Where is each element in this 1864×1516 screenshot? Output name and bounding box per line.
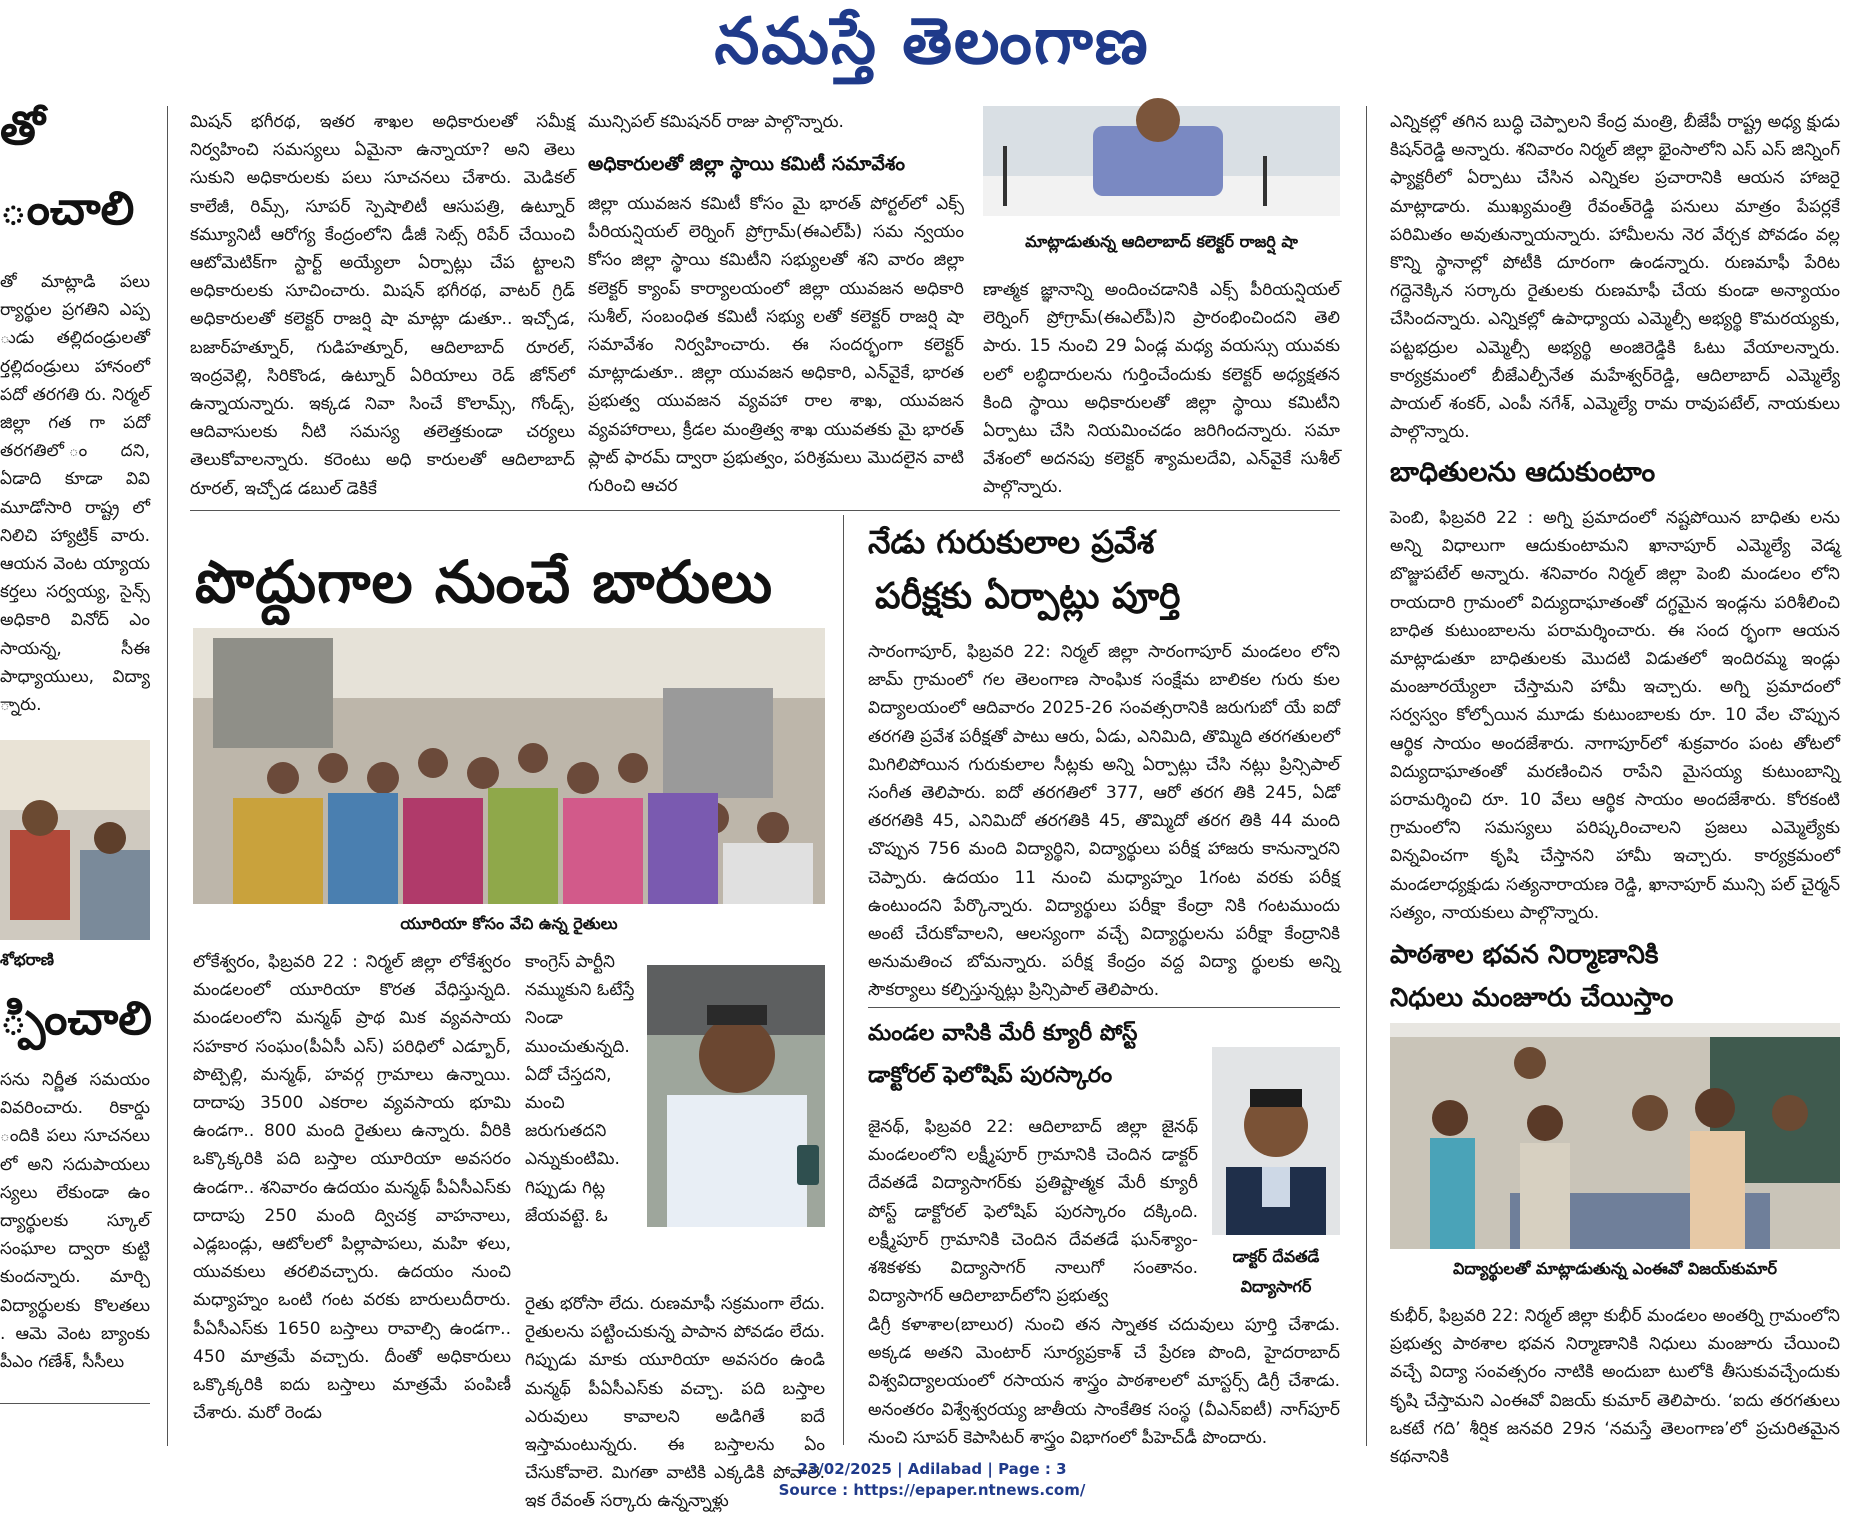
page-footer-source: Source : https://epaper.ntnews.com/ bbox=[778, 1481, 1086, 1499]
scientist-portrait-photo bbox=[1212, 1047, 1340, 1235]
scientist-photo-caption-line1: డాక్టర్ దేవతడే bbox=[1232, 1247, 1320, 1266]
farmers-queue-photo-caption: యూరియా కోసం వేచి ఉన్న రైతులు bbox=[400, 914, 618, 933]
committee-meeting-body: జిల్లా యువజన కమిటీ కోసం మై భారత్ పోర్టల్‌లో ఎక్స్ పీరియన్షియల్ లెర్నింగ్ ప్రోగ్రామ్(ఈఎల్‌పీ) సమ న్వయం కోసం జిల్లా స్థాయి కమిటీని సభ్యులతో శని వారం జిల్లా కలెక్టర్ క్యాంప్ కార్యాలయంలో జిల్లా యువజన అధికారి సుశీల్, సంబంధిత కమిటీ సభ్యు లతో కలెక్టర్ రాజర్షి షా సమావేశం నిర్వహించారు. ఈ సందర్భంగా కలెక్టర్ మాట్లాడుతూ.. జిల్లా యువజన అధికారి, ఎన్‌వైకే, భారత ప్రభుత్వ యువజన వ్యవహా రాల శాఖ, యువజన వ్యవహారాలు, క్రీడల మంత్రిత్వ శాఖ యువతకు మై భారత్ ప్లాట్ ఫారమ్ ద్వారా ప్రభుత్వం, పరిశ్రమలు మొదలైన వాటి గురించి ఆచర bbox=[588, 194, 964, 497]
collector-photo-caption: మాట్లాడుతున్న ఆదిలాబాద్ కలెక్టర్ రాజర్షి షా bbox=[1025, 232, 1298, 251]
kishan-reddy-story-body: ఎన్నికల్లో తగిన బుద్ధి చెప్పాలని కేంద్ర మంత్రి, బీజేపీ రాష్ట్ర అధ్య క్షుడు కిషన్‌రెడ్డి అన్నారు. శనివారం నిర్మల్ జిల్లా భైంసాలోని ఎస్ ఎస్ జిన్నింగ్ ఫ్యాక్టరీలో ఏర్పాటు చేసిన ఎన్నికల ప్రచారానికి ఆయన హాజరై మాట్లాడారు. ముఖ్యమంత్రి రేవంత్‌రెడ్డి పనులు మాత్రం పేపర్లకే పరిమితం అవుతున్నాయన్నారు. హామీలను నెర వేర్చక పోవడం వల్ల కొన్ని స్థానాల్లో పోటీకి దూరంగా ఉండన్నారు. రుణమాఫీ పేరిట గద్దెనెక్కిన సర్కారు రైతులకు రుణమాఫీ చేయ కుండా అన్యాయం చేసిందన్నారు. ఎన్నికల్లో ఉపాధ్యాయ ఎమ్మెల్సీ అభ్యర్థి కొమరయ్యకు, పట్టభద్రుల ఎమ్మెల్సీ అభ్యర్థి అంజిరెడ్డికి ఓటు వేయాలన్నారు. కార్యక్రమంలో బీజేఎల్పీనేత మహేశ్వర్‌రెడ్డి, ఆదిలాబాద్ ఎమ్మెల్యే పాయల్ శంకర్, ఎంపీ నగేశ్, ఎమ్మెల్యే రామ రావుపటేల్, నాయకులు పాల్గొన్నారు. bbox=[1390, 112, 1840, 443]
committee-meeting-subhead: అధికారులతో జిల్లా స్థాయి కమిటీ సమావేశం bbox=[588, 153, 906, 175]
fire-victims-story-headline: బాధితులను ఆదుకుంటాం bbox=[1390, 457, 1656, 488]
school-story-headline-line2: నిధులు మంజూరు చేయిస్తాం bbox=[1390, 983, 1674, 1013]
left-fragment-photo-caption: శోభరాణి bbox=[0, 950, 54, 969]
students-meeting-photo bbox=[1390, 1023, 1840, 1249]
gurukul-story-headline-line1: నేడు గురుకులాల ప్రవేశ bbox=[868, 523, 1155, 561]
column-divider bbox=[167, 106, 168, 1446]
collector-story-lead: మున్సిపల్ కమిషనర్ రాజు పాల్గొన్నారు. bbox=[588, 112, 844, 132]
school-story-body: కుభీర్, ఫిబ్రవరి 22: నిర్మల్ జిల్లా కుభీర్ మండలం అంతర్ని గ్రామంలోని ప్రభుత్వ పాఠశాల భవన నిర్మాణానికి నిధులు మంజూరు చేయించి వచ్చే విద్యా సంవత్సరం నాటికి అందుబా టులోకి తీసుకువచ్చేందుకు కృషి చేస్తామని ఎంఈవో విజయ్ కుమార్ తెలిపారు. ‘ఐదు తరగతులు ఒకటే గది’ శీర్షిక జనవరి 29న ‘నమస్తే తెలంగాణ’లో ప్రచురితమైన కథనానికి bbox=[1390, 1306, 1840, 1468]
farmers-queue-photo bbox=[193, 628, 825, 904]
school-story-headline-line1: పాఠశాల భవన నిర్మాణానికి bbox=[1390, 940, 1659, 970]
fellowship-story-headline-line2: డాక్టోరల్ ఫెలోషిప్ పురస్కారం bbox=[868, 1063, 1113, 1088]
students-meeting-photo-caption: విద్యార్థులతో మాట్లాడుతున్న ఎంఈవో విజయ్‌కుమార్ bbox=[1453, 1259, 1777, 1278]
fellowship-story-body-continued: డిగ్రీ కళాశాల(బాలుర) నుంచి తన స్నాతక చదువులు పూర్తి చేశాడు. అక్కడ అతని మెంటార్ సూర్యప్రకాశ్ చే ప్రేరణ పొంది, హైదరాబాద్ విశ్వవిద్యాలయంలో రసాయన శాస్త్రం పాఠశాలలో మాస్టర్స్ డిగ్రీ చేశాడు. అనంతరం విశ్వేశ్వరయ్య జాతీయ సాంకేతిక సంస్థ (వీఎన్‌ఐటీ) నాగ్‌పూర్ నుంచి సూపర్ కెపాసిటర్ శాస్త్రం విభాగంలో పీహెచ్‌డీ పొందారు. bbox=[868, 1315, 1340, 1448]
farmer-quote-narrow: కాంగ్రెస్ పార్టీని నమ్ముకుని ఓటేస్తే నిండా ముంచుతున్నది. ఏదో చేస్తదని, మంచి జరుగుతదని ఎన్నుకుంటిమి. గిప్పుడు గిట్ల జేయవట్టె. ఓ bbox=[525, 952, 635, 1226]
gurukul-story-headline-line2: పరీక్షకు ఏర్పాట్లు పూర్తి bbox=[875, 576, 1181, 617]
left-fragment-headline: తో bbox=[0, 101, 45, 155]
farmer-quote-continued: రైతు భరోసా లేదు. రుణమాఫీ సక్రమంగా లేదు. రైతులను పట్టించుకున్న పాపాన పోవడం లేదు. గిప్పుడు మాకు యూరియా అవసరం ఉండి మన్మథ్ పీఏసీఎస్‌కు వచ్చా. పది బస్తాల ఎరువులు కావాలని అడిగితే ఐదే ఇస్తామంటున్నరు. ఈ బస్తాలను ఏం చేసుకోవాలె. మిగతా వాటికి ఎక్కడికి పోవాలె. ఇక రేవంత్ సర్కారు ఉన్నన్నాళ్లు bbox=[525, 1294, 825, 1512]
column-divider bbox=[843, 515, 844, 1445]
collector-photo bbox=[983, 106, 1340, 216]
left-fragment-body: తో మాట్లాడి పలు ర్యార్థుల ప్రగతిని ఎప్ప ుడు తల్లిదండ్రులతో ర్తల్లిదండ్రులు హానంలో పదో తరగతి రు. నిర్మల్ జిల్లా గత గా పదో తరగతిలో ందని, ఏడాది కూడా వివి మూడోసారి రాష్ట్ర లో నిలిచి హ్యాట్రిక్ వారు. ఆయన వెంట య్యాయ కర్తలు సర్వయ్య, సైన్స్ అధికారి వినోద్ ఎం సాయన్న, సీఈ పాధ్యాయులు, విద్యా ్నారు. bbox=[0, 272, 150, 716]
fellowship-story-headline-line1: మండల వాసికి మేరీ క్యూరీ పోస్ట్ bbox=[868, 1021, 1138, 1046]
newspaper-masthead: నమస్తే తెలంగాణ bbox=[714, 4, 1150, 79]
collector-review-story-body: మిషన్ భగీరథ, ఇతర శాఖల అధికారులతో సమీక్ష నిర్వహించి సమస్యలు ఏమైనా ఉన్నాయా? అని తెలు సుకుని అధికారులకు పలు సూచనలు చేశారు. మెడికల్ కాలేజీ, రిమ్స్, సూపర్ స్పెషాలిటీ ఆసుపత్రి, ఉట్నూర్ కమ్యూనిటీ ఆరోగ్య కేంద్రంలోని డీజీ సెట్స్ రిపేర్ చేయించి ఆటోమెటిక్‌గా స్టార్ట్ అయ్యేలా ఏర్పాట్లు చేప ట్టాలని అధికారులకు సూచించారు. మిషన్ భగీరథ, వాటర్ గ్రిడ్ అధికారులతో కలెక్టర్ రాజర్షి షా మాట్లా డుతూ.. ఇచ్చోడ, బజార్‌హత్నూర్, గుడిహత్నూర్, ఆదిలాబాద్ రూరల్, ఇంద్రవెల్లి, సిరికొండ, ఉట్నూర్ ఏరియాలు రెడ్ జోన్‌లో ఉన్నాయన్నారు. ఇక్కడ నివా సించే కొలామ్స్, గోండ్స్, ఆదివాసులకు నీటి సమస్య తలెత్తకుండా చర్యలు తెలుకోవాలన్నారు. కరెంటు అధి కారులతో ఆదిలాబాద్ రూరల్, ఇచ్చోడ డబుల్ డెకికే bbox=[190, 112, 575, 499]
left-fragment-body-2: సను నిర్ణీత సమయం వివరించారు. రికార్డు ందికి పలు సూచనలు లో అని సదుపాయలు స్యలు లేకుండా ఉం ద్యార్థులకు స్కూల్ సంఘాల ద్వారా కుట్టి కుందన్నారు. మార్చి విద్యార్థులకు కొలతలు . ఆమె వెంట బ్యాంకు పీఎం గణేశ్, సీసీలు bbox=[0, 1070, 150, 1373]
urea-story-body: లోకేశ్వరం, ఫిబ్రవరి 22 : నిర్మల్ జిల్లా లోకేశ్వరం మండలంలో యూరియా కొరత వేధిస్తున్నది. మండలంలోని మన్మథ్ ప్రాథ మిక వ్యవసాయ సహకార సంఘం(పీఏసీ ఎస్) పరిధిలో ఎడ్బూర్, పొట్పెల్లి, మన్మథ్, హవర్గ గ్రామాలు ఉన్నాయి. దాదాపు 3500 ఎకరాల వ్యవసాయ భూమి ఉండగా.. 800 మంది రైతులు ఉన్నారు. వీరికి ఒక్కొక్కరికి పది బస్తాల యూరియా అవసరం ఉండగా.. శనివారం ఉదయం మన్మథ్ పీఏసీఎస్‌కు దాదాపు 250 మంది ద్విచక్ర వాహనాలు, ఎడ్లబండ్లు, ఆటోలలో పిల్లాపాపలు, మహి ళలు, యువకులు తరలివచ్చారు. ఉదయం నుంచి మధ్యాహ్నం ఒంటి గంట వరకు బారులుదీరారు. పీఏసీఎస్‌కు 1650 బస్తాలు రావాల్సి ఉండగా.. 450 మాత్రమే వచ్చారు. దీంతో అధికారులు ఒక్కొక్కరికి ఐదు బస్తాలు మాత్రమే పంపిణీ చేశారు. మరో రెండు bbox=[193, 952, 511, 1424]
column-divider bbox=[1366, 106, 1367, 1446]
page-footer-dateline: 23/02/2025 | Adilabad | Page : 3 bbox=[797, 1460, 1067, 1478]
column-divider bbox=[0, 1403, 150, 1404]
farmer-portrait-photo bbox=[647, 965, 825, 1227]
urea-story-headline: పొద్దుగాల నుంచే బారులు bbox=[195, 548, 774, 616]
elp-story-body: ణాత్మక జ్ఞానాన్ని అందించడానికి ఎక్స్ పీరియన్షియల్ లెర్నింగ్ ప్రోగ్రామ్(ఈఎల్‌పీ)ని ప్రారంభించిందని తెలి పారు. 15 నుంచి 29 ఏండ్ల మధ్య వయస్సు యువకు లలో లబ్ధిదారులను గుర్తించేందుకు కలెక్టర్ అధ్యక్షతన కింది స్థాయి అధికారులతో జిల్లా స్థాయి కమిటీని ఏర్పాటు చేసి నియమించడం జరిగిందన్నారు. సమా వేశంలో అదనపు కలెక్టర్ శ్యామలదేవి, ఎన్‌వైకే సుశీల్ పాల్గొన్నారు. bbox=[983, 280, 1340, 498]
scientist-photo-caption-line2: విద్యాసాగర్ bbox=[1240, 1277, 1312, 1296]
left-fragment-headline-2: ంచాలి bbox=[0, 181, 135, 235]
story-divider bbox=[868, 1007, 1340, 1008]
gurukul-story-body: సారంగాపూర్, ఫిబ్రవరి 22: నిర్మల్ జిల్లా సారంగాపూర్ మండలం లోని జామ్ గ్రామంలో గల తెలంగాణ సాంఘిక సంక్షేమ బాలికల గురు కుల విద్యాలయంలో ఆదివారం 2025-26 సంవత్సరానికి జరుగుబో యే ఐదో తరగతి ప్రవేశ పరీక్షతో పాటు ఆరు, ఏడు, ఎనిమిది, తొమ్మిది తరగతులలో మిగిలిపోయిన గురుకులాల సీట్లకు అన్ని ఏర్పాట్లు చేసి నట్లు ప్రిన్సిపాల్ సంగీత తెలిపారు. ఐదో తరగతిలో 377, ఆరో తరగ తికి 245, ఏడో తరగతికి 45, ఎనిమిదో తరగతికి 45, తొమ్మిదో తరగ తికి 44 మంది చొప్పున 756 మంది విద్యార్థిని, విద్యార్థులు పరీక్ష హాజరు కానున్నారని చెప్పారు. ఉదయం 11 నుంచి మధ్యాహ్నం 1గంట వరకు పరీక్ష ఉంటుందని పేర్కొన్నారు. విద్యార్థులు పరీక్షా కేంద్రా నికి గంటముందు అంటే చేరుకోవాలని, ఆలస్యంగా వచ్చే విద్యార్థులను పరీక్షా కేంద్రానికి అనుమతించ బోమన్నారు. పరీక్ష కేంద్రం వద్ద విద్యా ర్థులకు అన్ని సౌకర్యాలు కల్పిస్తున్నట్లు ప్రిన్సిపాల్ తెలిపారు. bbox=[868, 642, 1340, 1001]
fellowship-story-body: జైనథ్, ఫిబ్రవరి 22: ఆదిలాబాద్ జిల్లా జైనథ్ మండలంలోని లక్ష్మీపూర్ గ్రామానికి చెందిన డాక్టర్ దేవతడే విద్యాసాగర్‌కు ప్రతిష్టాత్మక మేరీ క్యూరీ పోస్ట్ డాక్టోరల్ ఫెలోషిప్ పురస్కారం దక్కింది. లక్ష్మీపూర్ గ్రామానికి చెందిన దేవతడే ఘన్‌శ్యాం-శశికళకు విద్యాసాగర్ నాలుగో సంతానం. విద్యాసాగర్ ఆదిలాబాద్‌లోని ప్రభుత్వ bbox=[868, 1117, 1198, 1307]
fire-victims-story-body: పెంబి, ఫిబ్రవరి 22 : అగ్ని ప్రమాదంలో నష్టపోయిన బాధితు లను అన్ని విధాలుగా ఆదుకుంటామని ఖానాపూర్ ఎమ్మెల్యే వెడ్మ బొజ్జుపటేల్ అన్నారు. శనివారం నిర్మల్ జిల్లా పెంబి మండలం లోని రాయదారి గ్రామంలో విద్యుదాఘాతంతో దగ్ధమైన ఇండ్లను పరిశీలించి బాధిత కుటుంబాలను పరామర్శించారు. ఈ సంద ర్భంగా ఆయన మాట్లాడుతూ బాధితులకు మొదటి విడుతలో ఇందిరమ్మ ఇండ్లు మంజూరయ్యేలా చేస్తామని హామీ ఇచ్చారు. అగ్ని ప్రమాదంలో సర్వస్వం కోల్పోయిన మూడు కుటుంబాలకు రూ. 10 వేల చొప్పున ఆర్థిక సాయం అందజేశారు. నాగాపూర్‌లో శుక్రవారం పంట తోటలో విద్యుదాఘాతంతో మరణించిన రాపేని మైసయ్య కుటుంబాన్ని పరామర్శించి రూ. 10 వేలు ఆర్థిక సాయం అందజేశారు. కోరకంటి గ్రామంలోని సమస్యలు పరిష్కరించాలని ప్రజలు ఎమ్మెల్యేకు విన్నవించగా కృషి చేస్తానని హామీ ఇచ్చారు. కార్యక్రమంలో మండలాధ్యక్షుడు సత్యనారాయణ రెడ్డి, ఖానాపూర్ మున్సి పల్ చైర్మన్ సత్యం, నాయకులు పాల్గొన్నారు. bbox=[1390, 508, 1840, 923]
left-fragment-headline-3: ్పించాలి bbox=[0, 991, 152, 1045]
left-fragment-photo bbox=[0, 740, 150, 940]
story-divider bbox=[190, 510, 1340, 511]
